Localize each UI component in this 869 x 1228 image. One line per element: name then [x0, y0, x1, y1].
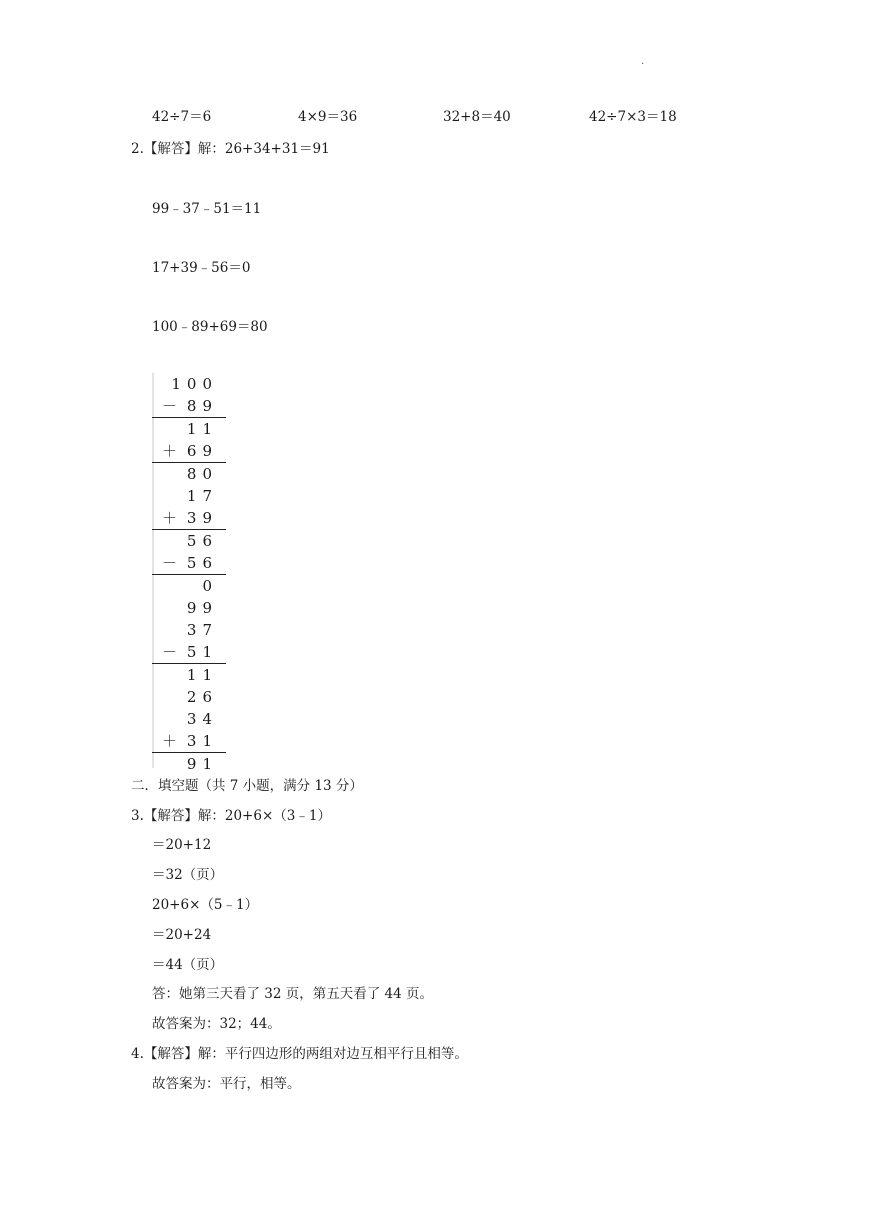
q3-line-4: ＝20+24 — [152, 927, 212, 943]
digits: 11 — [186, 420, 218, 438]
vertical-row — [152, 730, 226, 753]
q3-heading: 3.【解答】解：20+6×（3﹣1） — [131, 808, 331, 824]
row1-eq-4: 42÷7×3＝18 — [589, 109, 677, 125]
digits: 17 — [186, 487, 218, 505]
digits: 89 — [186, 397, 218, 415]
vertical-row — [152, 373, 226, 395]
vertical-row — [152, 686, 226, 708]
row1-eq-2: 4×9＝36 — [298, 109, 358, 125]
digits: 11 — [186, 666, 218, 684]
vertical-row — [152, 485, 226, 507]
digits: 99 — [186, 599, 218, 617]
q3-line-5: ＝44（页） — [152, 957, 224, 973]
vertical-row — [152, 575, 226, 597]
vertical-row — [152, 597, 226, 619]
vertical-row — [152, 530, 226, 552]
q2-line-2: 17+39﹣56＝0 — [152, 260, 251, 276]
digits: 37 — [186, 621, 218, 639]
operator-sign: － — [162, 643, 178, 661]
vertical-row — [152, 395, 226, 418]
q4-final: 故答案为：平行，相等。 — [152, 1076, 301, 1092]
digits: 0 — [202, 577, 218, 595]
operator-sign: － — [162, 554, 178, 572]
vertical-calculation — [152, 373, 226, 775]
vertical-row — [152, 641, 226, 664]
q3-final: 故答案为：32；44。 — [152, 1016, 281, 1032]
row1-eq-3: 32+8＝40 — [443, 109, 511, 125]
q2-line-3: 100﹣89+69＝80 — [152, 319, 268, 335]
digits: 80 — [186, 465, 218, 483]
operator-sign: ＋ — [162, 732, 178, 750]
vertical-row — [152, 552, 226, 575]
section-2-heading: 二．填空题（共 7 小题，满分 13 分） — [131, 778, 363, 794]
digits: 56 — [186, 554, 218, 572]
vertical-row — [152, 753, 226, 775]
operator-sign: ＋ — [162, 509, 178, 527]
header-dot: . — [641, 56, 645, 67]
digits: 39 — [186, 509, 218, 527]
digits: 69 — [186, 442, 218, 460]
digits: 51 — [186, 643, 218, 661]
q2-line-1: 99﹣37﹣51＝11 — [152, 201, 262, 217]
digits: 26 — [186, 688, 218, 706]
vertical-row — [152, 507, 226, 530]
q3-line-3: 20+6×（5﹣1） — [152, 897, 259, 913]
vertical-row — [152, 664, 226, 686]
digits: 91 — [186, 755, 218, 773]
digits: 56 — [186, 532, 218, 550]
q3-line-1: ＝20+12 — [152, 837, 212, 853]
q3-answer: 答：她第三天看了 32 页，第五天看了 44 页。 — [152, 986, 434, 1002]
row1-eq-1: 42÷7＝6 — [152, 109, 212, 125]
operator-sign: ＋ — [162, 442, 178, 460]
digits: 31 — [186, 732, 218, 750]
operator-sign: － — [162, 397, 178, 415]
vertical-row — [152, 418, 226, 440]
q2-heading: 2.【解答】解：26+34+31＝91 — [131, 141, 330, 157]
vertical-row — [152, 463, 226, 485]
q4-heading: 4.【解答】解：平行四边形的两组对边互相平行且相等。 — [131, 1046, 468, 1062]
vertical-row — [152, 440, 226, 463]
digits: 100 — [171, 375, 218, 393]
digits: 34 — [186, 710, 218, 728]
vertical-row — [152, 619, 226, 641]
q3-line-2: ＝32（页） — [152, 867, 224, 883]
vertical-row — [152, 708, 226, 730]
